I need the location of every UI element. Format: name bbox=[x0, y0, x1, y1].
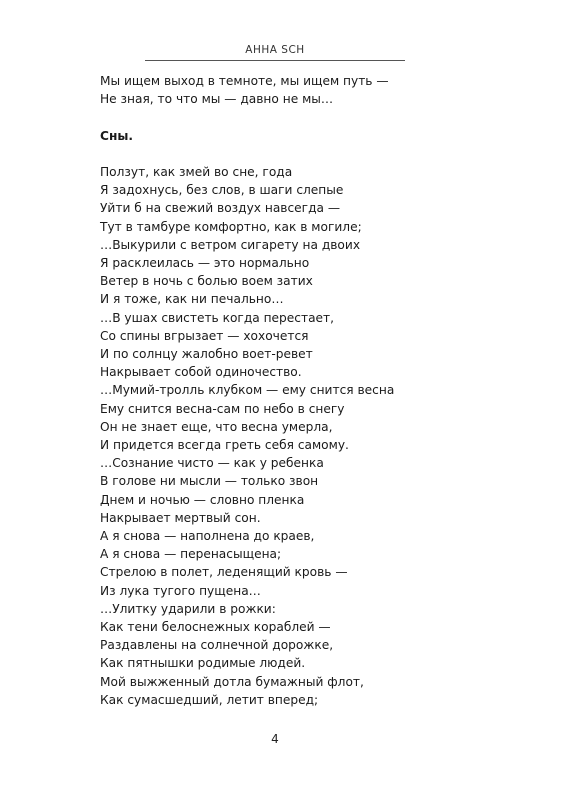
poem-line: Как тени белоснежных кораблей — bbox=[100, 620, 331, 635]
poem-line: …Выкурили с ветром сигарету на двоих bbox=[100, 237, 361, 252]
poem-line: Накрывает собой одиночество. bbox=[100, 365, 302, 380]
page-number: 4 bbox=[271, 732, 279, 746]
intro-line: Не зная, то что мы — давно не мы… bbox=[100, 92, 334, 107]
stanza-gap bbox=[100, 145, 500, 163]
poem-line: А я снова — перенасыщена; bbox=[100, 547, 282, 562]
page-text bbox=[100, 72, 500, 709]
poem-line: …Сознание чисто — как у ребенка bbox=[100, 456, 324, 471]
poem-line: …В ушах свистеть когда перестает, bbox=[100, 310, 335, 325]
poem-line: Как пятнышки родимые людей. bbox=[100, 656, 306, 671]
poem-line: А я снова — наполнена до краев, bbox=[100, 529, 315, 544]
poem-line: Накрывает мертвый сон. bbox=[100, 510, 261, 525]
intro-line: Мы ищем выход в темноте, мы ищем путь — bbox=[100, 74, 389, 88]
poem-line: Уйти б на свежий воздух навсегда — bbox=[100, 201, 341, 216]
poem-line: Я расклеилась — это нормально bbox=[100, 256, 310, 270]
poem-line: Он не знает еще, что весна умерла, bbox=[100, 419, 333, 434]
poem-line: Раздавлены на солнечной дорожке, bbox=[100, 638, 334, 653]
poem-line: Стрелою в полет, леденящий кровь — bbox=[100, 565, 348, 580]
running-head-author: АННА SCH bbox=[245, 44, 305, 56]
poem-line: Я задохнусь, без слов, в шаги слепые bbox=[100, 183, 344, 198]
poem-line: Тут в тамбуре комфортно, как в могиле; bbox=[100, 219, 362, 234]
poem-line: И придется всегда греть себя самому. bbox=[100, 438, 349, 453]
poem-line: Как сумасшедший, летит вперед; bbox=[100, 692, 319, 707]
stanza-gap bbox=[100, 108, 500, 126]
poem-line: Днем и ночью — словно пленка bbox=[100, 492, 305, 507]
poem-line: И по солнцу жалобно воет-ревет bbox=[100, 347, 313, 362]
poem-title: Сны. bbox=[100, 128, 134, 143]
poem-line: В голове ни мысли — только звон bbox=[100, 474, 319, 489]
poem-line: Со спины вгрызает — хохочется bbox=[100, 328, 309, 343]
poem-line: И я тоже, как ни печально… bbox=[100, 292, 284, 307]
poem-line: Ему снится весна-сам по небо в снегу bbox=[100, 401, 345, 416]
poem-line: …Улитку ударили в рожки: bbox=[100, 601, 276, 616]
poem-body bbox=[100, 163, 500, 709]
poem-line: Из лука тугого пущена… bbox=[100, 583, 261, 598]
poem-line: Ветер в ночь с болью воем затих bbox=[100, 274, 313, 289]
header-rule bbox=[145, 60, 405, 61]
poem-line: Мой выжженный дотла бумажный флот, bbox=[100, 674, 364, 689]
poem-line: …Мумий-тролль клубком — ему снится весна bbox=[100, 383, 395, 398]
intro-stanza bbox=[100, 72, 500, 108]
poem-line: Ползут, как змей во сне, года bbox=[100, 164, 293, 179]
